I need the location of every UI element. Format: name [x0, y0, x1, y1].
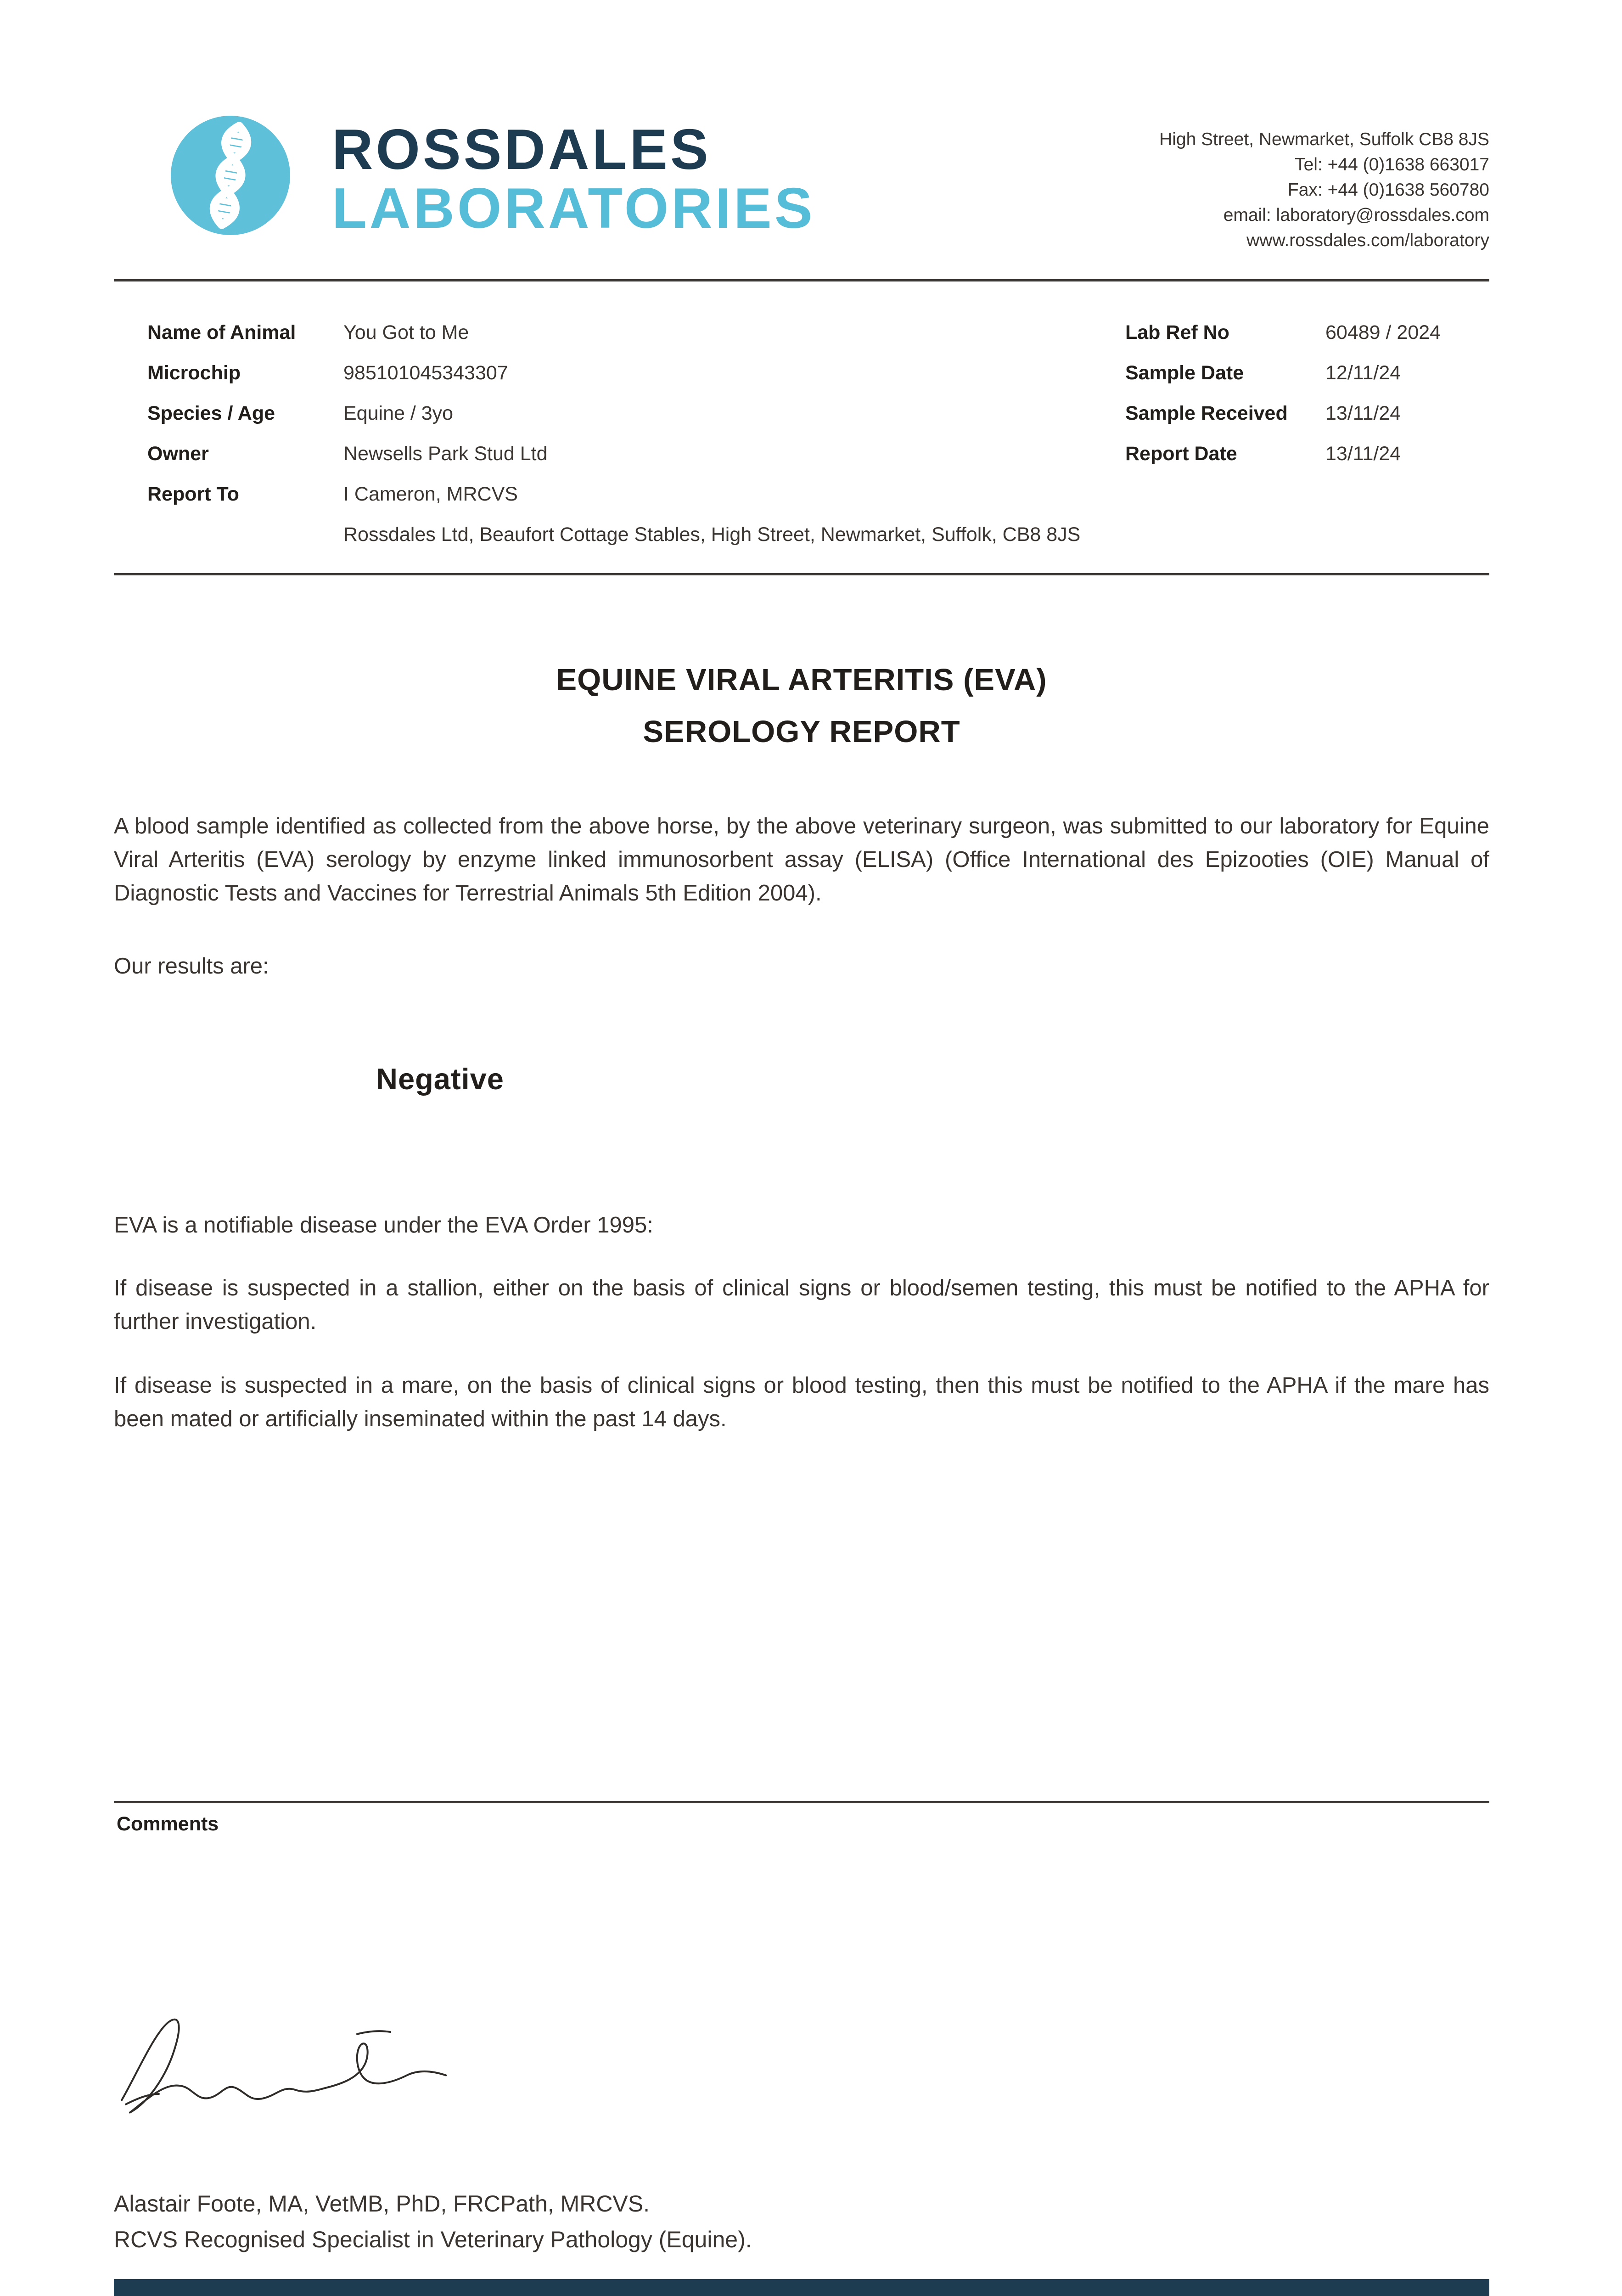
label-species-age: Species / Age	[147, 402, 275, 424]
label-lab-ref-no: Lab Ref No	[1125, 321, 1229, 343]
brand-division: LABORATORIES	[332, 177, 815, 240]
info-row	[114, 321, 1489, 349]
lab-tel-line: Tel: +44 (0)1638 663017	[1295, 155, 1489, 174]
label-name-of-animal: Name of Animal	[147, 321, 296, 343]
notifiable-disease-text: EVA is a notifiable disease under the EVA Order 1995:	[114, 1213, 653, 1238]
info-divider	[114, 573, 1489, 575]
info-row	[114, 523, 1489, 551]
report-title-line1: EQUINE VIRAL ARTERITIS (EVA)	[556, 663, 1047, 697]
comments-heading: Comments	[117, 1813, 219, 1835]
label-report-to: Report To	[147, 483, 239, 505]
value-report-to-address: Rossdales Ltd, Beaufort Cottage Stables, High Street, Newmarket, Suffolk, CB8 8JS	[343, 523, 1081, 546]
mare-paragraph: If disease is suspected in a mare, on the basis of clinical signs or blood testing, then this must be notified to the APHA if the mare has been mated or artificially inseminated within the past 14 days.	[114, 1373, 1489, 1431]
value-report-date: 13/11/24	[1325, 443, 1401, 465]
value-species-age: Equine / 3yo	[343, 402, 454, 424]
signature-image	[113, 2011, 476, 2135]
brand-wordmark	[332, 120, 815, 238]
brand-name: ROSSDALES	[332, 118, 711, 181]
value-owner: Newsells Park Stud Ltd	[343, 443, 548, 465]
label-owner: Owner	[147, 443, 209, 465]
label-sample-date: Sample Date	[1125, 362, 1244, 384]
rossdales-dna-logo-icon	[171, 116, 290, 235]
value-name-of-animal: You Got to Me	[343, 321, 469, 343]
lab-website-line: www.rossdales.com/laboratory	[1246, 231, 1489, 250]
report-title	[114, 654, 1489, 758]
value-sample-date: 12/11/24	[1325, 362, 1401, 384]
signoff-title: RCVS Recognised Specialist in Veterinary Pathology (Equine).	[114, 2227, 752, 2252]
result-value: Negative	[376, 1062, 504, 1096]
value-sample-received: 13/11/24	[1325, 402, 1401, 424]
lab-address-line: High Street, Newmarket, Suffolk CB8 8JS	[1159, 129, 1489, 149]
signoff-block	[114, 2186, 752, 2257]
value-report-to: I Cameron, MRCVS	[343, 483, 518, 505]
lab-contact-block	[1159, 127, 1489, 253]
signoff-name: Alastair Foote, MA, VetMB, PhD, FRCPath, MRCVS.	[114, 2191, 650, 2217]
info-row	[114, 362, 1489, 389]
label-microchip: Microchip	[147, 362, 241, 384]
report-title-line2: SEROLOGY REPORT	[643, 715, 960, 749]
header-divider	[114, 279, 1489, 281]
lab-email-line: email: laboratory@rossdales.com	[1223, 205, 1489, 225]
comments-divider	[114, 1801, 1489, 1803]
results-intro-text: Our results are:	[114, 954, 269, 979]
info-row	[114, 402, 1489, 430]
lab-fax-line: Fax: +44 (0)1638 560780	[1287, 180, 1489, 200]
info-row	[114, 443, 1489, 470]
value-lab-ref-no: 60489 / 2024	[1325, 321, 1441, 343]
info-row	[114, 483, 1489, 511]
intro-paragraph: A blood sample identified as collected from the above horse, by the above veterinary surgeon, was submitted to our laboratory for Equine Viral Arteritis (EVA) serology by enzyme linked immunosorbent assay (ELISA) (Office International des Epizooties (OIE) Manual of Diagnostic Tests and Vaccines for Terrestrial Animals 5th Edition 2004).	[114, 814, 1489, 906]
stallion-paragraph: If disease is suspected in a stallion, either on the basis of clinical signs or blood/semen testing, this must be notified to the APHA for further investigation.	[114, 1276, 1489, 1334]
label-sample-received: Sample Received	[1125, 402, 1288, 424]
label-report-date: Report Date	[1125, 443, 1237, 465]
page-footer-bar	[114, 2279, 1489, 2296]
value-microchip: 985101045343307	[343, 362, 508, 384]
